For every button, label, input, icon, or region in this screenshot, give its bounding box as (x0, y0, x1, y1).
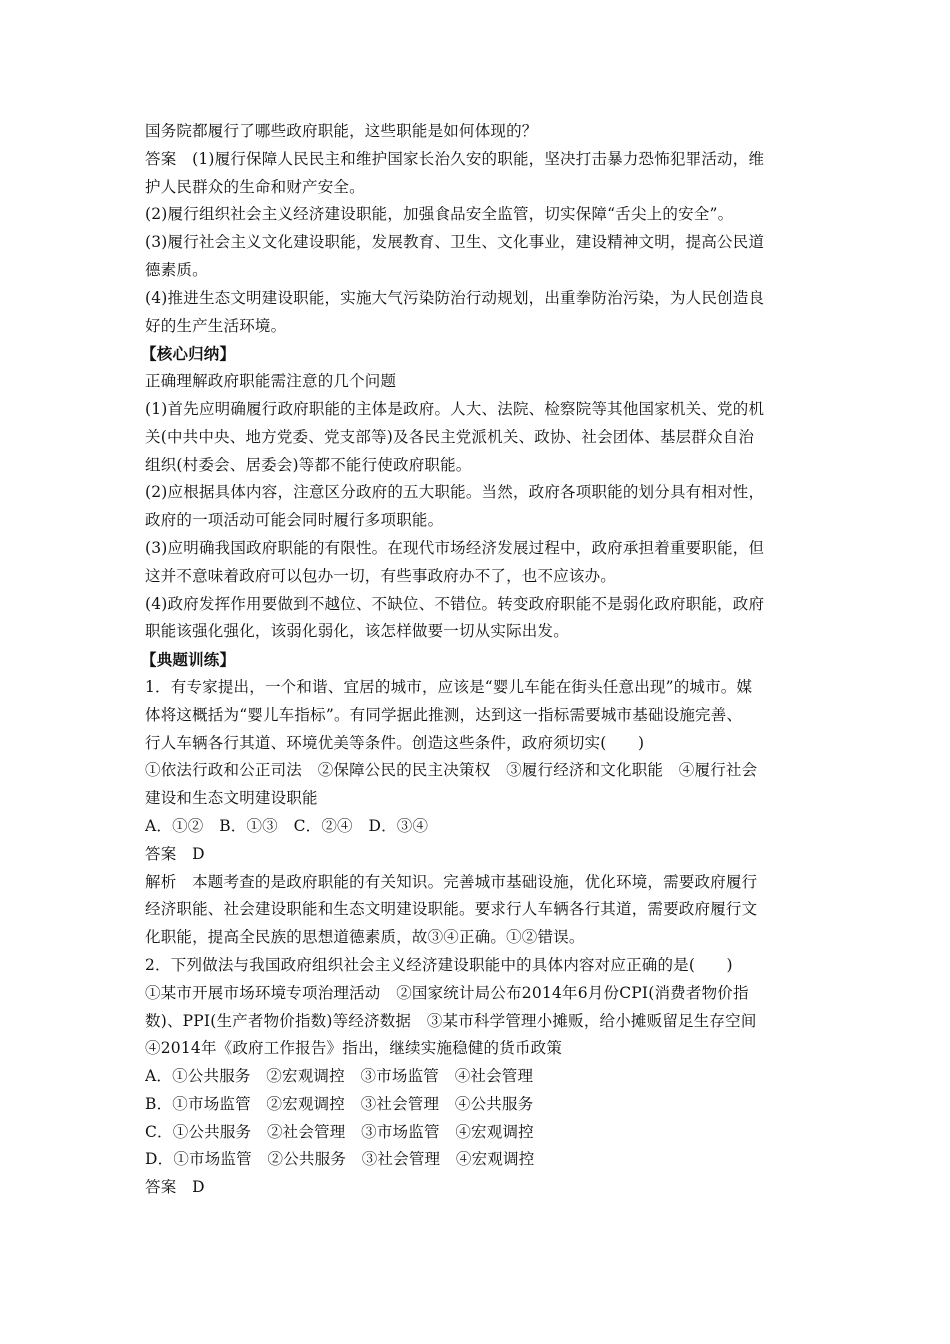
summary-point-4-cont: 职能该强化强化，该弱化弱化，该怎样做要一切从实际出发。 (145, 622, 569, 641)
answer-point-3: (3)履行社会主义文化建设职能，发展教育、卫生、文化事业，建设精神文明，提高公民道 (145, 233, 765, 252)
q2-option-a: A．①公共服务 ②宏观调控 ③市场监管 ④社会管理 (145, 1067, 534, 1086)
q1-stem-line-2: 体将这概括为“婴儿车指标”。有同学据此推测，达到这一指标需要城市基础设施完善、 (145, 705, 743, 724)
summary-point-2: (2)应根据具体内容，注意区分政府的五大职能。当然，政府各项职能的划分具有相对性， (145, 483, 765, 502)
summary-point-1: (1)首先应明确履行政府职能的主体是政府。人大、法院、检察院等其他国家机关、党的机 (145, 399, 765, 418)
summary-point-1-cont-a: 关(中共中央、地方党委、党支部等)及各民主党派机关、政协、社会团体、基层群众自治 (145, 427, 755, 446)
q2-stem: 2．下列做法与我国政府组织社会主义经济建设职能中的具体内容对应正确的是( ) (145, 955, 733, 974)
q2-option-d: D．①市场监管 ②公共服务 ③社会管理 ④宏观调控 (145, 1150, 535, 1169)
q1-analysis-line-3: 化职能，提高全民族的思想道德素质，故③④正确。①②错误。 (145, 928, 585, 947)
q1-stem-line-1: 1．有专家提出，一个和谐、宜居的城市，应该是“婴儿车能在街头任意出现”的城市。媒 (145, 677, 753, 696)
q2-items-line-1: ①某市开展市场环境专项治理活动 ②国家统计局公布2014年6月份CPI(消费者物价指 (145, 983, 749, 1002)
q2-items-line-3: ④2014年《政府工作报告》指出，继续实施稳健的货币政策 (145, 1039, 563, 1058)
q1-items-line-2: 建设和生态文明建设职能 (145, 789, 318, 808)
answer-point-3-cont: 德素质。 (145, 260, 208, 279)
q1-items-line-1: ①依法行政和公正司法 ②保障公民的民主决策权 ③履行经济和文化职能 ④履行社会 (145, 761, 758, 780)
q1-analysis-line-1: 解析 本题考查的是政府职能的有关知识。完善城市基础设施，优化环境，需要政府履行 (145, 872, 758, 891)
summary-point-2-cont: 政府的一项活动可能会同时履行多项职能。 (145, 511, 444, 530)
q1-answer: 答案 D (145, 844, 205, 863)
q2-option-b: B．①市场监管 ②宏观调控 ③社会管理 ④公共服务 (145, 1094, 534, 1113)
summary-point-1-cont-b: 组织(村委会、居委会)等都不能行使政府职能。 (145, 455, 472, 474)
question-intro-line: 国务院都履行了哪些政府职能，这些职能是如何体现的？ (145, 122, 538, 140)
section-heading-core-summary: 【核心归纳】 (141, 344, 236, 364)
answer-point-2: (2)履行组织社会主义经济建设职能，加强食品安全监管，切实保障“舌尖上的安全”。 (145, 205, 734, 224)
summary-point-4: (4)政府发挥作用要做到不越位、不缺位、不错位。转变政府职能不是弱化政府职能，政府 (145, 594, 765, 613)
q1-analysis-line-2: 经济职能、社会建设职能和生态文明建设职能。要求行人车辆各行其道，需要政府履行文 (145, 900, 758, 919)
section-heading-practice: 【典题训练】 (141, 650, 236, 670)
q2-items-line-2: 数)、PPI(生产者物价指数)等经济数据 ③某市科学管理小摊贩，给小摊贩留足生存空间 (145, 1011, 757, 1030)
answer-line-1: 答案 (1)履行保障人民民主和维护国家长治久安的职能，坚决打击暴力恐怖犯罪活动，维 (145, 149, 765, 168)
q2-option-c: C．①公共服务 ②社会管理 ③市场监管 ④宏观调控 (145, 1122, 534, 1141)
q2-answer: 答案 D (145, 1178, 205, 1197)
answer-line-2: 护人民群众的生命和财产安全。 (145, 177, 365, 196)
summary-title: 正确理解政府职能需注意的几个问题 (145, 372, 397, 391)
q1-stem-line-3: 行人车辆各行其道、环境优美等条件。创造这些条件，政府须切实( ) (145, 733, 645, 752)
answer-point-4: (4)推进生态文明建设职能，实施大气污染防治行动规划，出重拳防治污染，为人民创造良 (145, 288, 765, 307)
summary-point-3-cont: 这并不意味着政府可以包办一切，有些事政府办不了，也不应该办。 (145, 566, 617, 585)
document-page (141, 118, 810, 1202)
answer-point-4-cont: 好的生产生活环境。 (145, 316, 287, 335)
summary-point-3: (3)应明确我国政府职能的有限性。在现代市场经济发展过程中，政府承担着重要职能，但 (145, 538, 765, 557)
q1-options: A．①② B．①③ C．②④ D．③④ (145, 816, 429, 835)
